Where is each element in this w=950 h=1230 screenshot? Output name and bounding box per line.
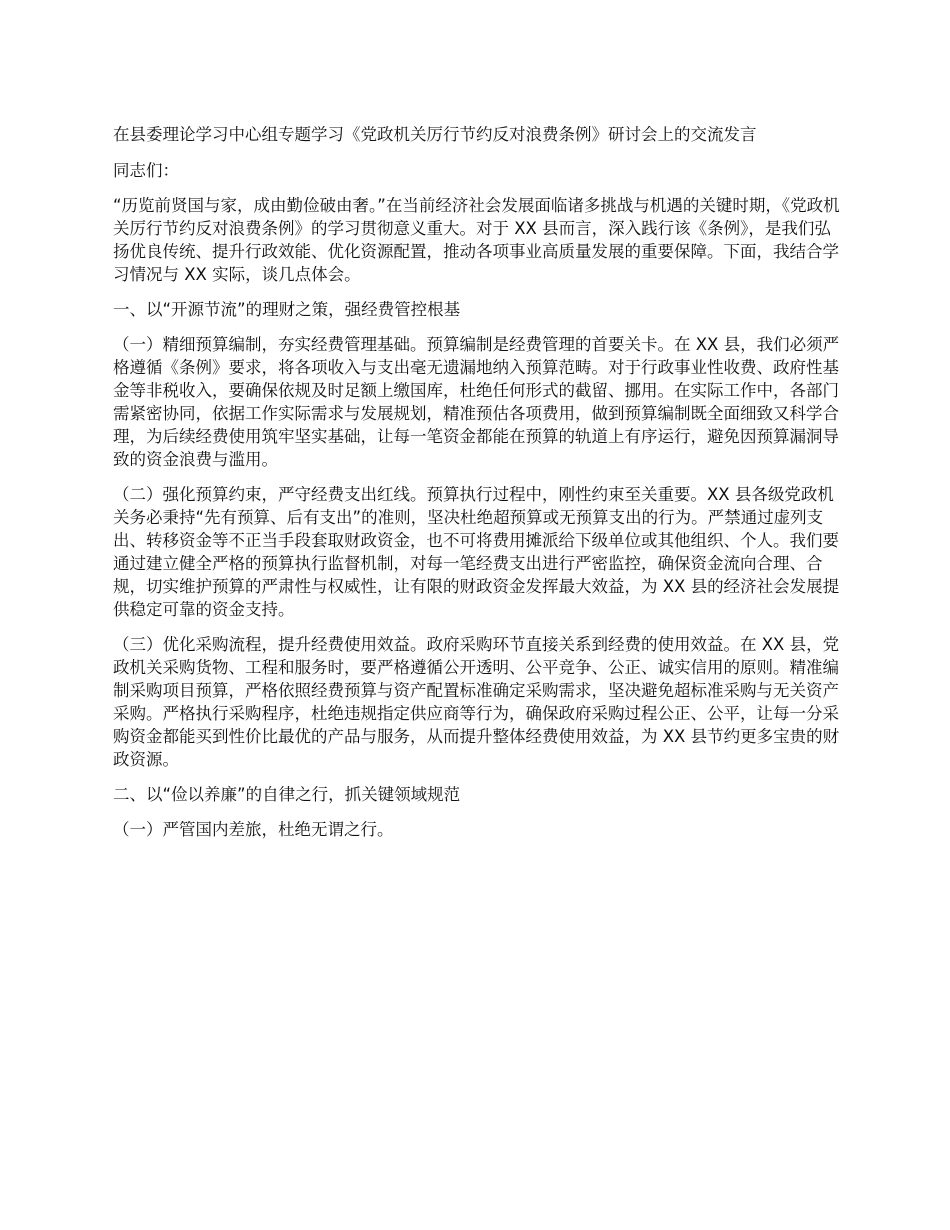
- body-paragraph: （三）优化采购流程，提升经费使用效益。政府采购环节直接关系到经费的使用效益。在 XX 县，党政机关采购货物、工程和服务时，要严格遵循公开透明、公平竞争、公正、诚实信用的原则。精准编制采购项目预算，严格依照经费预算与资产配置标准确定采购需求，坚决避免超标准采购与无关资产采购。严格执行采购程序，杜绝违规指定供应商等行为，确保政府采购过程公正、公平，让每一分采购资金都能买到性价比最优的产品与服务，从而提升整体经费使用效益，为 XX 县节约更多宝贵的财政资源。: [113, 635, 840, 769]
- intro-paragraph: “历览前贤国与家，成由勤俭破由奢。”在当前经济社会发展面临诸多挑战与机遇的关键时期，《党政机关厉行节约反对浪费条例》的学习贯彻意义重大。对于 XX 县而言，深入践行该《条例》，是我们弘扬优良传统、提升行政效能、优化资源配置，推动各项事业高质量发展的重要保障。下面，我结合学习情况与 XX 实际，谈几点体会。: [113, 196, 840, 284]
- document-title: 在县委理论学习中心组专题学习《党政机关厉行节约反对浪费条例》研讨会上的交流发言: [113, 125, 757, 144]
- document-body: [113, 123, 843, 853]
- body-paragraph: （一）严管国内差旅，杜绝无谓之行。: [113, 820, 394, 839]
- section-heading-1: 一、以“开源节流”的理财之策，强经费管控根基: [113, 300, 461, 319]
- greeting: 同志们：: [113, 161, 179, 180]
- body-paragraph: （一）精细预算编制，夯实经费管理基础。预算编制是经费管理的首要关卡。在 XX 县，我们必须严格遵循《条例》要求，将各项收入与支出毫无遗漏地纳入预算范畴。对于行政事业性收费、政府性基金等非税收入，要确保依规及时足额上缴国库，杜绝任何形式的截留、挪用。在实际工作中，各部门需紧密协同，依据工作实际需求与发展规划，精准预估各项费用，做到预算编制既全面细致又科学合理，为后续经费使用筑牢坚实基础，让每一笔资金都能在预算的轨道上有序运行，避免因预算漏洞导致的资金浪费与滥用。: [113, 335, 840, 469]
- body-paragraph: （二）强化预算约束，严守经费支出红线。预算执行过程中，刚性约束至关重要。XX 县各级党政机关务必秉持“先有预算、后有支出”的准则，坚决杜绝超预算或无预算支出的行为。严禁通过虚列支出、转移资金等不正当手段套取财政资金，也不可将费用摊派给下级单位或其他组织、个人。我们要通过建立健全严格的预算执行监督机制，对每一笔经费支出进行严密监控，确保资金流向合理、合规，切实维护预算的严肃性与权威性，让有限的财政资金发挥最大效益，为 XX 县的经济社会发展提供稳定可靠的资金支持。: [113, 485, 840, 619]
- section-heading-2: 二、以“俭以养廉”的自律之行，抓关键领域规范: [113, 785, 461, 804]
